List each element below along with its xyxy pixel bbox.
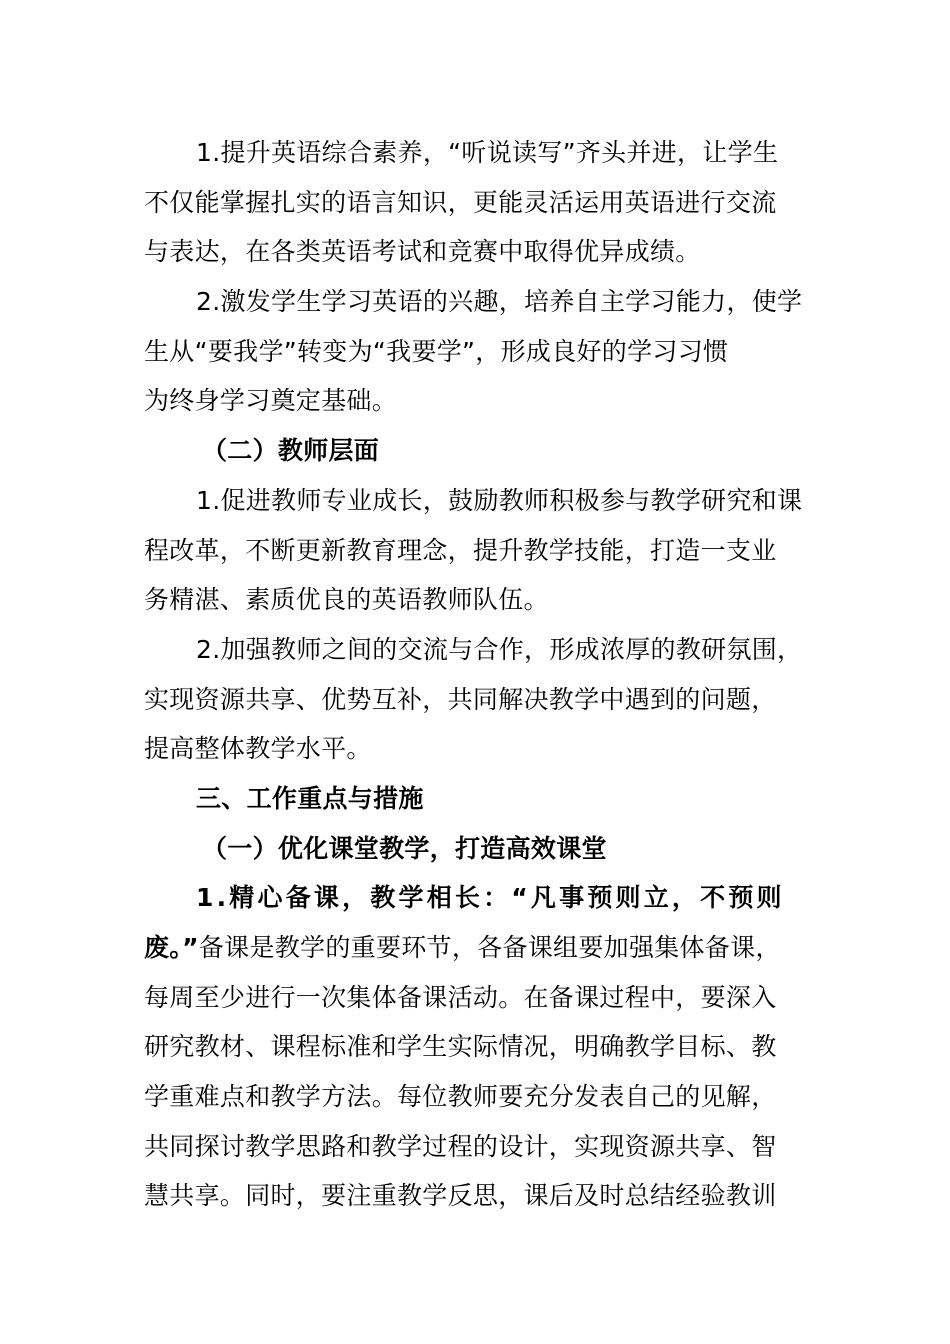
paragraph-text: 备课是教学的重要环节，各备课组要加强集体备课， <box>198 933 781 962</box>
paragraph-line: 不仅能掌握扎实的语言知识，更能灵活运用英语进行交流 <box>144 187 777 217</box>
paragraph-line: 实现资源共享、优势互补，共同解决教学中遇到的问题， <box>144 684 777 714</box>
paragraph-line: 2.激发学生学习英语的兴趣，培养自主学习能力，使学 <box>196 287 803 317</box>
bold-lead-line: 1.精心备课，教学相长：“凡事预则立，不预则 <box>196 883 785 913</box>
paragraph-line: 1.促进教师专业成长，鼓励教师积极参与教学研究和课 <box>196 485 803 515</box>
paragraph-line: 1.提升英语综合素养，“听说读写”齐头并进，让学生 <box>196 138 779 167</box>
paragraph-line: 生从“要我学”转变为“我要学”，形成良好的学习习惯 <box>144 336 729 366</box>
paragraph-line: 共同探讨教学思路和教学过程的设计，实现资源共享、智 <box>144 1131 777 1161</box>
paragraph-line: 慧共享。同时，要注重教学反思，课后及时总结经验教训 <box>144 1181 777 1211</box>
paragraph-line: 与表达，在各类英语考试和竞赛中取得优异成绩。 <box>144 237 701 267</box>
paragraph-line: 提高整体教学水平。 <box>144 734 372 764</box>
paragraph-line: 程改革，不断更新教育理念，提升教学技能，打造一支业 <box>144 535 777 565</box>
paragraph-line <box>144 923 834 973</box>
paragraph-line: 2.加强教师之间的交流与合作，形成浓厚的教研氛围， <box>196 634 803 664</box>
paragraph-line: 研究教材、课程标准和学生实际情况，明确教学目标、教 <box>144 1032 777 1062</box>
paragraph-line: 每周至少进行一次集体备课活动。在备课过程中，要深入 <box>144 982 777 1012</box>
chapter-heading: 三、工作重点与措施 <box>196 783 424 813</box>
section-heading: （一）优化课堂教学，打造高效课堂 <box>202 833 607 863</box>
section-heading: （二）教师层面 <box>202 436 380 466</box>
document-body <box>144 128 834 1221</box>
paragraph-line: 为终身学习奠定基础。 <box>144 386 398 416</box>
bold-lead-text: 废。” <box>144 933 199 962</box>
paragraph-line: 务精湛、素质优良的英语教师队伍。 <box>144 585 549 615</box>
paragraph-line: 学重难点和教学方法。每位教师要充分发表自己的见解， <box>144 1082 777 1112</box>
